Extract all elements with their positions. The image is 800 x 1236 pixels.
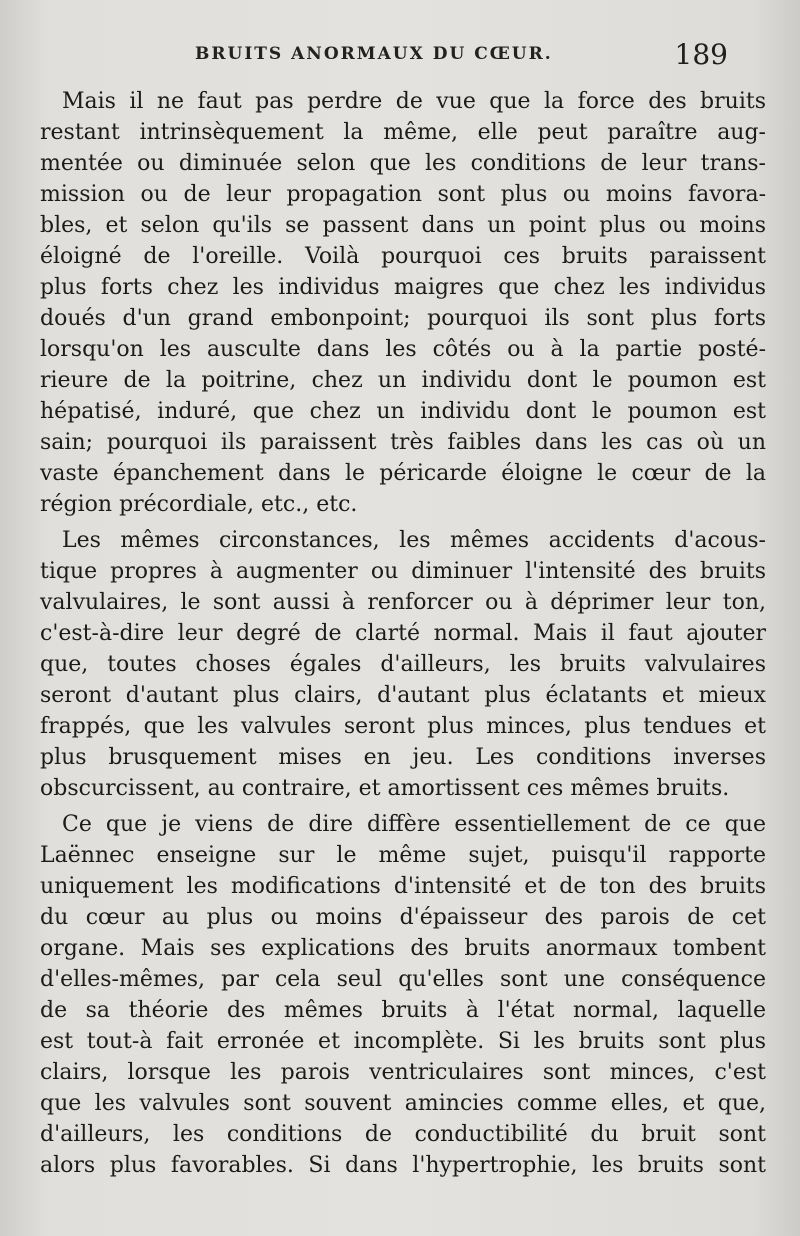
text-line: obscurcissent, au contraire, et amortissent ces mêmes bruits. (40, 776, 730, 801)
text-line: tique propres à augmenter ou diminuer l'intensité des bruits (40, 559, 766, 584)
text-line: éloigné de l'oreille. Voilà pourquoi ces bruits paraissent (40, 244, 766, 269)
text-line: plus brusquement mises en jeu. Les conditions inverses (40, 745, 766, 770)
text-line: clairs, lorsque les parois ventriculaires sont minces, c'est (40, 1060, 766, 1085)
text-line: sain; pourquoi ils paraissent très faibles dans les cas où un (40, 430, 766, 455)
text-line: bles, et selon qu'ils se passent dans un point plus ou moins (40, 213, 766, 238)
text-line: seront d'autant plus clairs, d'autant plus éclatants et mieux (40, 683, 766, 708)
text-line: hépatisé, induré, que chez un individu dont le poumon est (40, 399, 766, 424)
text-line: uniquement les modifications d'intensité et de ton des bruits (40, 874, 766, 899)
text-line: d'elles-mêmes, par cela seul qu'elles sont une conséquence (40, 967, 766, 992)
text-line: frappés, que les valvules seront plus minces, plus tendues et (40, 714, 766, 739)
text-line: restant intrinsèquement la même, elle peut paraître aug- (40, 120, 766, 145)
text-line: organe. Mais ses explications des bruits anormaux tombent (40, 936, 766, 961)
text-line: région précordiale, etc., etc. (40, 492, 358, 517)
text-line: est tout-à fait erronée et incomplète. Si les bruits sont plus (40, 1029, 766, 1054)
text-line: de sa théorie des mêmes bruits à l'état normal, laquelle (40, 998, 766, 1023)
text-line: d'ailleurs, les conditions de conductibilité du bruit sont (40, 1122, 766, 1147)
body-text (40, 86, 766, 1181)
text-line: lorsqu'on les ausculte dans les côtés ou à la partie posté- (40, 337, 766, 362)
text-line: doués d'un grand embonpoint; pourquoi ils sont plus forts (40, 306, 766, 331)
text-line: mentée ou diminuée selon que les conditions de leur trans- (40, 151, 766, 176)
text-line: Les mêmes circonstances, les mêmes accidents d'acous- (62, 528, 766, 553)
text-line: rieure de la poitrine, chez un individu dont le poumon est (40, 368, 766, 393)
text-line: mission ou de leur propagation sont plus ou moins favora- (40, 182, 766, 207)
text-line: vaste épanchement dans le péricarde éloigne le cœur de la (40, 461, 766, 486)
running-title: BRUITS ANORMAUX DU CŒUR. (195, 44, 553, 64)
text-line: que les valvules sont souvent amincies comme elles, et que, (40, 1091, 766, 1116)
text-line: Laënnec enseigne sur le même sujet, puisqu'il rapporte (40, 843, 766, 868)
page-number: 189 (674, 38, 728, 71)
text-line: que, toutes choses égales d'ailleurs, les bruits valvulaires (40, 652, 766, 677)
text-line: Ce que je viens de dire diffère essentiellement de ce que (62, 812, 766, 837)
text-line: valvulaires, le sont aussi à renforcer ou à déprimer leur ton, (40, 590, 766, 615)
text-line: alors plus favorables. Si dans l'hypertrophie, les bruits sont (40, 1153, 766, 1178)
text-line: Mais il ne faut pas perdre de vue que la force des bruits (62, 89, 766, 114)
text-line: c'est-à-dire leur degré de clarté normal. Mais il faut ajouter (40, 621, 766, 646)
text-line: plus forts chez les individus maigres que chez les individus (40, 275, 766, 300)
text-line: du cœur au plus ou moins d'épaisseur des parois de cet (40, 905, 766, 930)
